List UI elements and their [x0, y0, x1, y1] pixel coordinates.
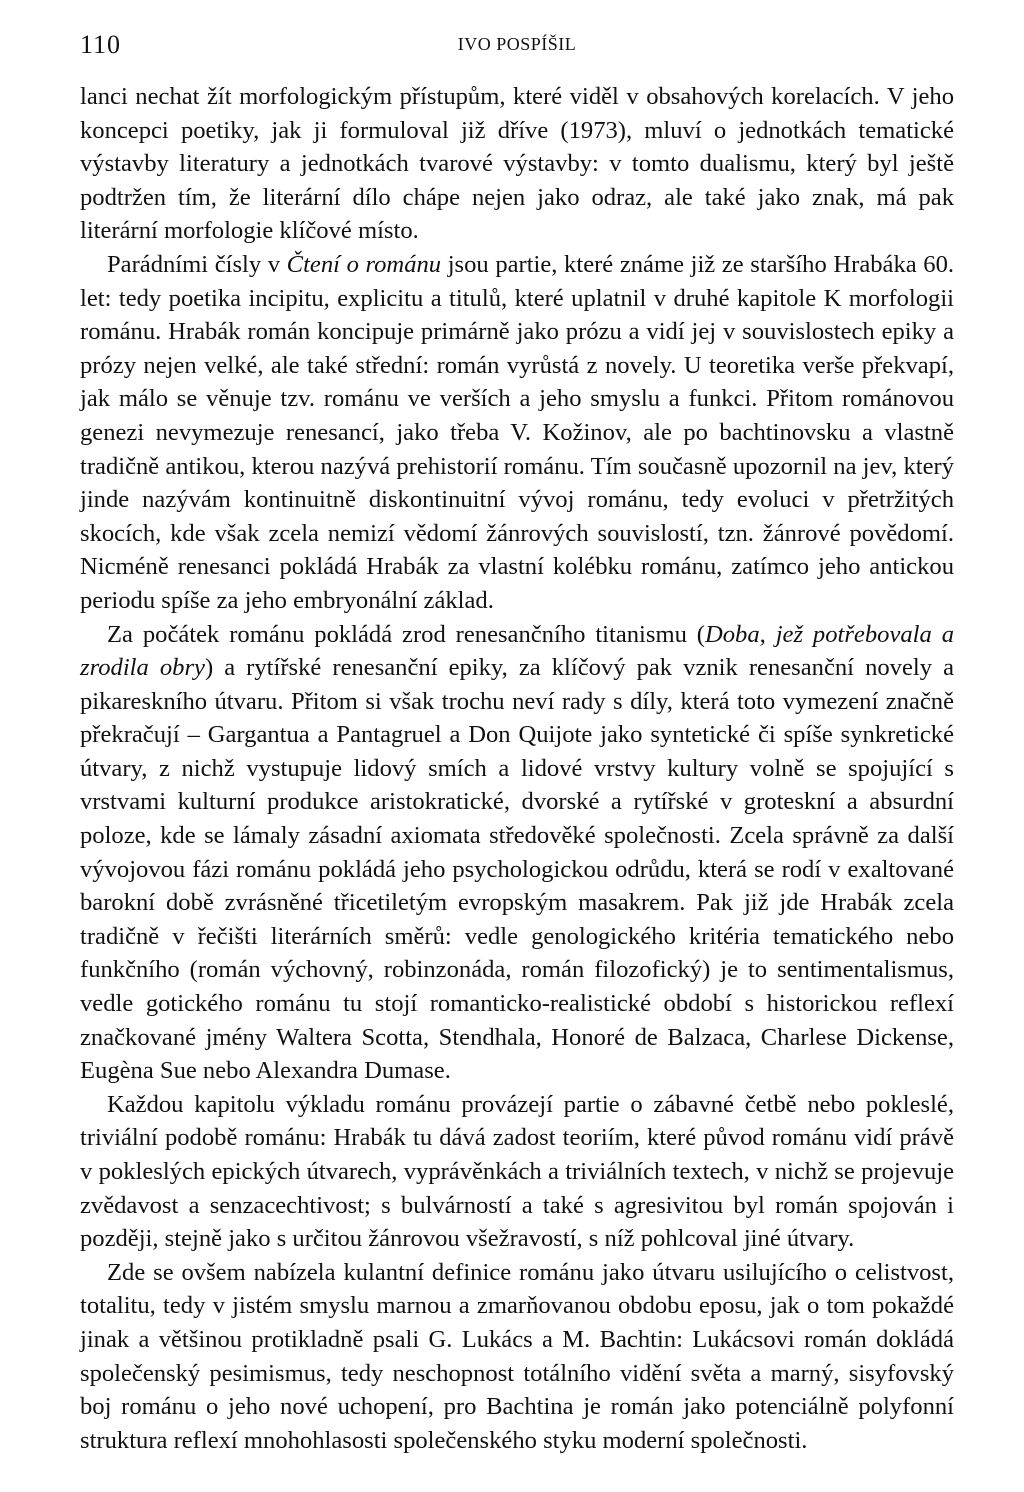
paragraph-text: lanci nechat žít morfologickým přístupům, které viděl v obsahových korelacích. V jeho koncepci poetiky, jak ji formuloval již dříve (1973), mluví o jednotkách tematické výstavby literatury a jednotkách tvarové výstavby: v tomto dualismu, který byl ještě podtržen tím, že literární dílo chápe nejen jako odraz, ale také jako znak, má pak literární morfologie klíčové místo. [80, 83, 954, 245]
paragraph-3 [80, 618, 954, 1088]
paragraph-4 [80, 1088, 954, 1256]
paragraph-1 [80, 80, 954, 248]
paragraph-text: Za počátek románu pokládá zrod renesančního titanismu ( [107, 620, 705, 648]
paragraph-text: Zde se ovšem nabízela kulantní definice románu jako útvaru usilujícího o celistvost, totalitu, tedy v jistém smyslu marnou a zmarňovanou obdobu eposu, jak o tom pokaždé jinak a většinou protikladně psali G. Lukács a M. Bachtin: Lukácsovi román dokládá společenský pesimismus, tedy neschopnost totálního vidění světa a marný, sisyfovský boj románu o jeho nové uchopení, pro Bachtina je román jako potenciálně polyfonní struktura reflexí mnohohlasosti společenského styku moderní společnosti. [80, 1258, 954, 1454]
paragraph-2 [80, 248, 954, 618]
paragraph-text: ) a rytířské renesanční epiky, za klíčový pak vznik renesanční novely a pikareskního útvaru. Přitom si však trochu neví rady s díly, která toto vymezení značně překračují – Gargantua a Pantagruel a Don Quijote jako syntetické či spíše synkretické útvary, z nichž vystupuje lidový smích a lidové vrstvy kultury volně se spojující s vrstvami kulturní produkce aristokratické, dvorské a rytířské v groteskní a absurdní poloze, kde se lámaly zásadní axiomata středověké společnosti. Zcela správně za další vývojovou fázi románu pokládá jeho psychologickou odrůdu, která se rodí v exaltované barokní době zvrásněné třicetiletým evropským masakrem. Pak již jde Hrabák zcela tradičně v řečišti literárních směrů: vedle genologického kritéria tematického nebo funkčního (román výchovný, robinzonáda, román filozofický) je to sentimentalismus, vedle gotického románu tu stojí romanticko-realistické období s historickou reflexí značkované jmény Waltera Scotta, Stendhala, Honoré de Balzaca, Charlese Dickense, Eugèna Sue nebo Alexandra Dumase. [80, 654, 955, 1085]
paragraph-5 [80, 1256, 954, 1458]
page-header [80, 30, 954, 66]
body-text [80, 80, 954, 1457]
quoted-title-italic: Doba, jež potřebovala a zrodila obry [80, 620, 954, 682]
running-head: IVO POSPÍŠIL [457, 34, 577, 54]
page-number: 110 [80, 30, 122, 59]
paragraph-text: Každou kapitolu výkladu románu provázejí partie o zábavné četbě nebo pokleslé, triviální podobě románu: Hrabák tu dává zadost teoriím, které původ románu vidí právě v pokleslých epických útvarech, vyprávěnkách a triviálních textech, v nichž se projevuje zvědavost a senzacechtivost; s bulvárností a také s agresivitou byl román spojován i později, stejně jako s určitou žánrovou všežravostí, s níž pohlcoval jiné útvary. [80, 1090, 954, 1253]
paragraph-text: jsou partie, které známe již ze staršího Hrabáka 60. let: tedy poetika incipitu, explicitu a titulů, které uplatnil v druhé kapitole K morfologii románu. Hrabák román koncipuje primárně jako prózu a vidí jej v souvislostech epiky a prózy nejen velké, ale také střední: román vyrůstá z novely. U teoretika verše překvapí, jak málo se věnuje tzv. románu ve verších a jeho smyslu a funkci. Přitom románovou genezi nevymezuje renesancí, jako třeba V. Kožinov, ale po bachtinovsku a vlastně tradičně antikou, kterou nazývá prehistorií románu. Tím současně upozornil na jev, který jinde nazývám kontinuitně diskontinuitní vývoj románu, tedy evoluci v přetržitých skocích, kde však zcela nemizí vědomí žánrových souvislostí, tzn. žánrové povědomí. Nicméně renesanci pokládá Hrabák za vlastní kolébku románu, zatímco jeho antickou periodu spíše za jeho embryonální základ. [80, 250, 955, 614]
paragraph-text: Parádními čísly v [107, 250, 287, 278]
book-title-italic: Čtení o románu [286, 250, 442, 278]
